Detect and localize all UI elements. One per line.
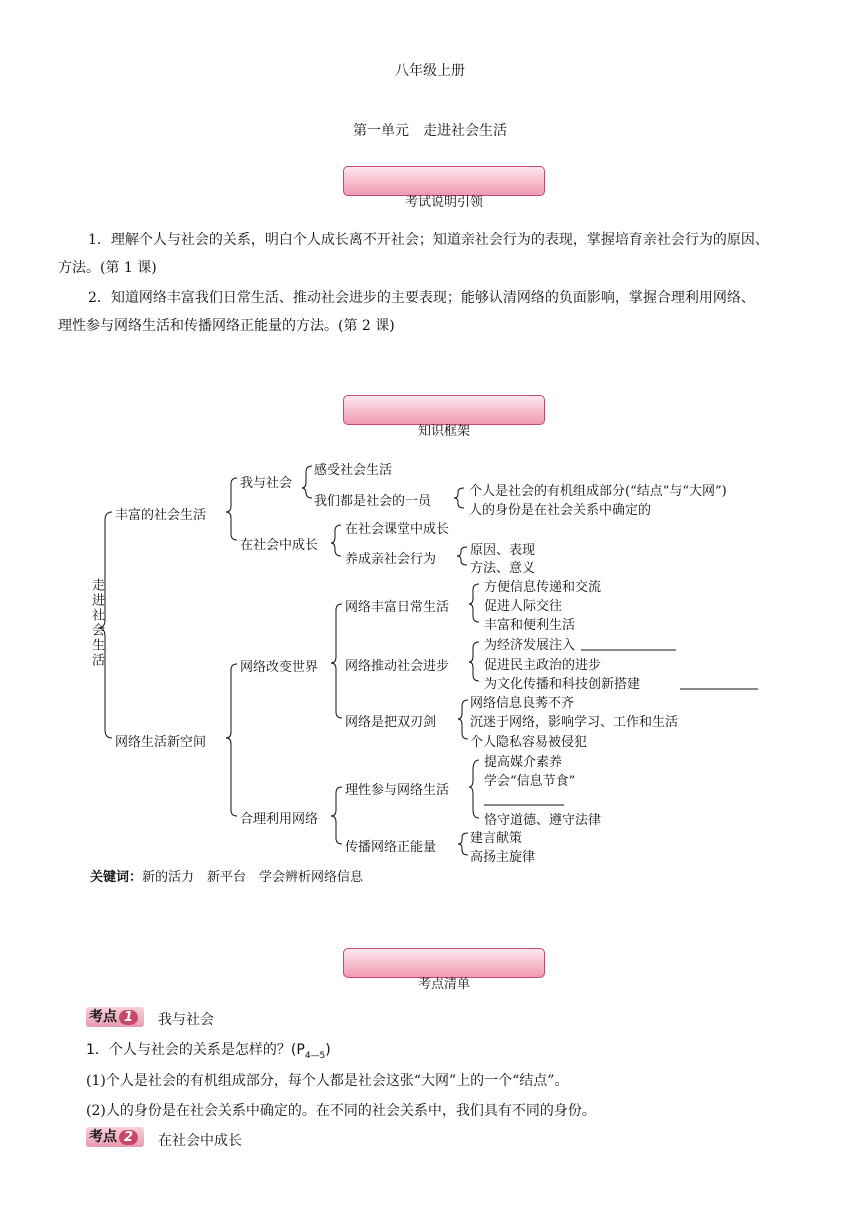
mm-n2a3: 网络是把双刃剑 [345,715,437,730]
mm-n2a1z: 丰富和便利生活 [484,618,576,633]
mm-n1a2y: 人的身份是在社会关系中确定的 [469,503,652,518]
kaodian-1-badge [86,1007,144,1027]
kaodian-2-number: 2 [119,1130,138,1145]
mm-n1b: 在社会中成长 [240,538,319,553]
kaodian-1-title: 我与社会 [158,1012,214,1028]
mm-n2b1x: 学会“信息节食” [484,774,576,789]
question-1 [86,1039,331,1061]
mm-n2b2: 传播网络正能量 [345,840,437,855]
mm-n2b: 合理利用网络 [240,812,319,827]
kaodian-2-badge [86,1127,144,1147]
framework-banner-label: 知识框架 [417,424,470,439]
exam-item-2-line1: 2．知道网络丰富我们日常生活、推动社会进步的主要表现；能够认清网络的负面影响，掌握合理利用网络、 [88,290,755,306]
mm-n2a: 网络改变世界 [240,660,319,675]
question-1-end: ) [325,1042,331,1058]
kaodian-1-number: 1 [119,1010,138,1025]
keywords-label: 关键词 [90,870,130,885]
unit-title: 第一单元 走进社会生活 [353,123,507,139]
mm-n2b2y: 高扬主旋律 [470,850,536,865]
keywords-line: 关键词：新的活力 新平台 学会辨析网络信息 [90,870,364,885]
mm-n2b1: 理性参与网络生活 [345,783,450,798]
mm-n2b1z: 恪守道德、遵守法律 [484,813,602,828]
mm-n2a2z: 为文化传播和科技创新搭建 [484,677,641,692]
points-banner [343,948,545,992]
mm-n1a1: 感受社会生活 [314,463,393,478]
keywords-text: 新的活力 新平台 学会辨析网络信息 [142,870,364,885]
mm-n2a3x: 网络信息良莠不齐 [470,696,575,711]
mm-n1: 丰富的社会生活 [115,508,207,523]
kaodian-1-label: 考点 [89,1009,117,1025]
kaodian-2-label: 考点 [89,1129,117,1145]
points-banner-label: 考点清单 [417,977,470,992]
mm-n1b1: 在社会课堂中成长 [345,522,450,537]
mm-n1b2y: 方法、意义 [470,561,536,576]
mm-n1a2: 我们都是社会的一员 [314,494,432,509]
exam-item-1-line2: 方法。(第 1 课) [58,260,157,276]
answer-1: (1)个人是社会的有机组成部分，每个人都是社会这张“大网”上的一个“结点”。 [86,1073,569,1089]
mm-n2a2x: 为经济发展注入 [484,638,576,653]
mm-root: 走进社会生活 [89,578,104,668]
mm-n1a2x: 个人是社会的有机组成部分(“结点”与“大网”) [469,484,727,499]
mm-n1b2: 养成亲社会行为 [345,552,437,567]
mm-n2: 网络生活新空间 [115,735,207,750]
mm-n2a1: 网络丰富日常生活 [345,600,450,615]
mm-n1a: 我与社会 [240,476,293,491]
mm-n2b2x: 建言献策 [470,831,523,846]
mm-n2a1y: 促进人际交往 [484,599,563,614]
grade-title: 八年级上册 [395,63,465,79]
kaodian-2-title: 在社会中成长 [158,1133,242,1149]
question-1-pages: 4—5 [304,1050,326,1061]
exam-item-2-line2: 理性参与网络生活和传播网络正能量的方法。(第 2 课) [58,318,395,334]
mm-n2a1x: 方便信息传递和交流 [484,580,602,595]
mm-n1b2x: 原因、表现 [470,543,536,558]
exam-banner-label: 考试说明引领 [404,195,483,210]
mm-n2a3y: 沉迷于网络，影响学习、工作和生活 [470,715,679,730]
mm-n2a2: 网络推动社会进步 [345,659,450,674]
question-1-text: 1．个人与社会的关系是怎样的？(P [86,1042,305,1058]
mm-n2a3z: 个人隐私容易被侵犯 [470,735,588,750]
exam-item-1-line1: 1．理解个人与社会的关系，明白个人成长离不开社会；知道亲社会行为的表现，掌握培育亲社会行为的原因、 [88,232,769,248]
mm-n2a2y: 促进民主政治的进步 [484,658,602,673]
answer-2: (2)人的身份是在社会关系中确定的。在不同的社会关系中，我们具有不同的身份。 [86,1103,596,1119]
mm-n2b1w: 提高媒介素养 [484,755,563,770]
